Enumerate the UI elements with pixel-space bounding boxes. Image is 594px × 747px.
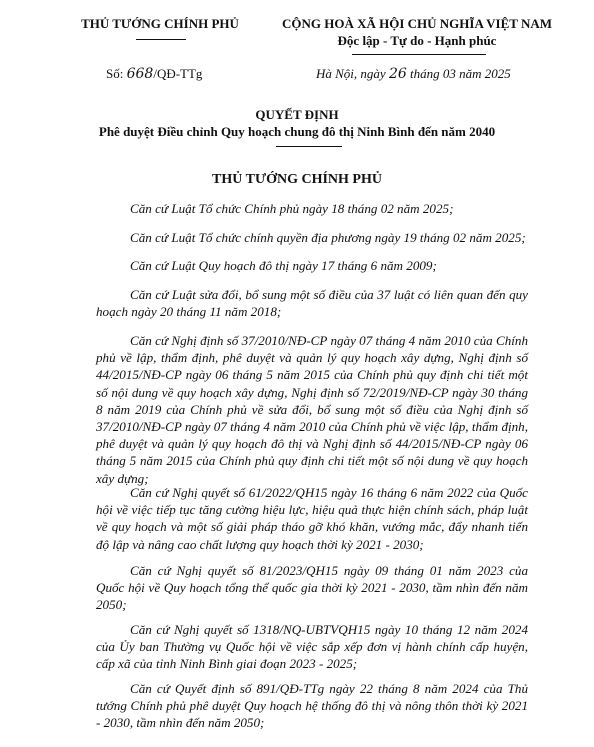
- place-date-prefix: Hà Nội, ngày: [316, 66, 389, 81]
- handwritten-number: 668: [126, 66, 154, 82]
- legal-basis-paragraph: Căn cứ Luật Tổ chức chính quyền địa phương ngày 19 tháng 02 năm 2025;: [130, 230, 526, 245]
- motto-underline: [352, 54, 486, 55]
- country-name: CỘNG HOÀ XÃ HỘI CHỦ NGHĨA VIỆT NAM: [281, 16, 553, 31]
- issuer-name: THỦ TƯỚNG CHÍNH PHỦ: [81, 16, 239, 31]
- legal-basis-paragraph: Căn cứ Luật Quy hoạch đô thị ngày 17 tháng 6 năm 2009;: [130, 258, 437, 273]
- issuer-underline: [136, 39, 186, 40]
- legal-basis-paragraph: Căn cứ Nghị quyết số 81/2023/QH15 ngày 09 tháng 01 năm 2023 của Quốc hội về Quy hoạch tổng thể quốc gia thời kỳ 2021 - 2030, tầm nhìn đến năm 2050;: [96, 563, 528, 613]
- legal-basis-paragraph: Căn cứ Quyết định số 891/QĐ-TTg ngày 22 tháng 8 năm 2024 của Thủ tướng Chính phủ phê duyệt Quy hoạch hệ thống đô thị và nông thôn thời kỳ 2021 - 2030, tầm nhìn đến năm 2050;: [96, 681, 528, 731]
- subtitle-underline: [276, 146, 342, 147]
- legal-basis-paragraph: Căn cứ Nghị quyết số 1318/NQ-UBTVQH15 ngày 10 tháng 12 năm 2024 của Ủy ban Thường vụ Quốc hội về việc sắp xếp đơn vị hành chính cấp huyện, cấp xã của tỉnh Ninh Bình giai đoạn 2023 - 2025;: [96, 622, 528, 672]
- legal-basis-paragraph: Căn cứ Nghị định số 37/2010/NĐ-CP ngày 07 tháng 4 năm 2010 của Chính phủ về lập, thẩm định, phê duyệt và quản lý quy hoạch xây dựng, Nghị định số 44/2015/NĐ-CP ngày 06 tháng 5 năm 2015 của Chính phủ quy định chi tiết một số nội dung về quy hoạch xây dựng, Nghị định số 72/2019/NĐ-CP ngày 30 tháng 8 năm 2019 của Chính phủ về sửa đổi, bổ sung một số điều của Nghị định số 37/2010/NĐ-CP ngày 07 tháng 4 năm 2010 của Chính phủ về việc lập, thẩm định, phê duyệt và quản lý quy hoạch đô thị và Nghị định số 44/2015/NĐ-CP ngày 06 tháng 5 năm 2015 của Chính phủ quy định chi tiết một số nội dung về quy hoạch xây dựng;: [96, 333, 528, 486]
- decision-subtitle: Phê duyệt Điều chỉnh Quy hoạch chung đô thị Ninh Bình đến năm 2040: [98, 124, 496, 139]
- legal-basis-paragraph: Căn cứ Nghị quyết số 61/2022/QH15 ngày 16 tháng 6 năm 2022 của Quốc hội về việc tiếp tục tăng cường hiệu lực, hiệu quả thực hiện chính sách, pháp luật về quy hoạch và một số giải pháp tháo gỡ khó khăn, vướng mắc, đẩy nhanh tiến độ lập và nâng cao chất lượng quy hoạch thời kỳ 2021 - 2030;: [96, 485, 528, 552]
- legal-basis-paragraph: Căn cứ Luật sửa đổi, bổ sung một số điều của 37 luật có liên quan đến quy hoạch ngày 20 tháng 11 năm 2018;: [96, 287, 528, 320]
- place-date-suffix: tháng 03 năm 2025: [406, 66, 511, 81]
- document-number: [106, 66, 202, 82]
- authority-heading: THỦ TƯỚNG CHÍNH PHỦ: [212, 172, 382, 187]
- decision-title: QUYẾT ĐỊNH: [255, 107, 339, 122]
- national-motto: Độc lập - Tự do - Hạnh phúc: [337, 33, 497, 48]
- handwritten-day: 26: [388, 66, 407, 82]
- place-date: [316, 66, 511, 82]
- legal-basis-paragraph: Căn cứ Luật Tổ chức Chính phủ ngày 18 tháng 02 năm 2025;: [130, 201, 454, 216]
- number-prefix: Số:: [106, 66, 127, 81]
- number-suffix: /QĐ-TTg: [153, 66, 203, 81]
